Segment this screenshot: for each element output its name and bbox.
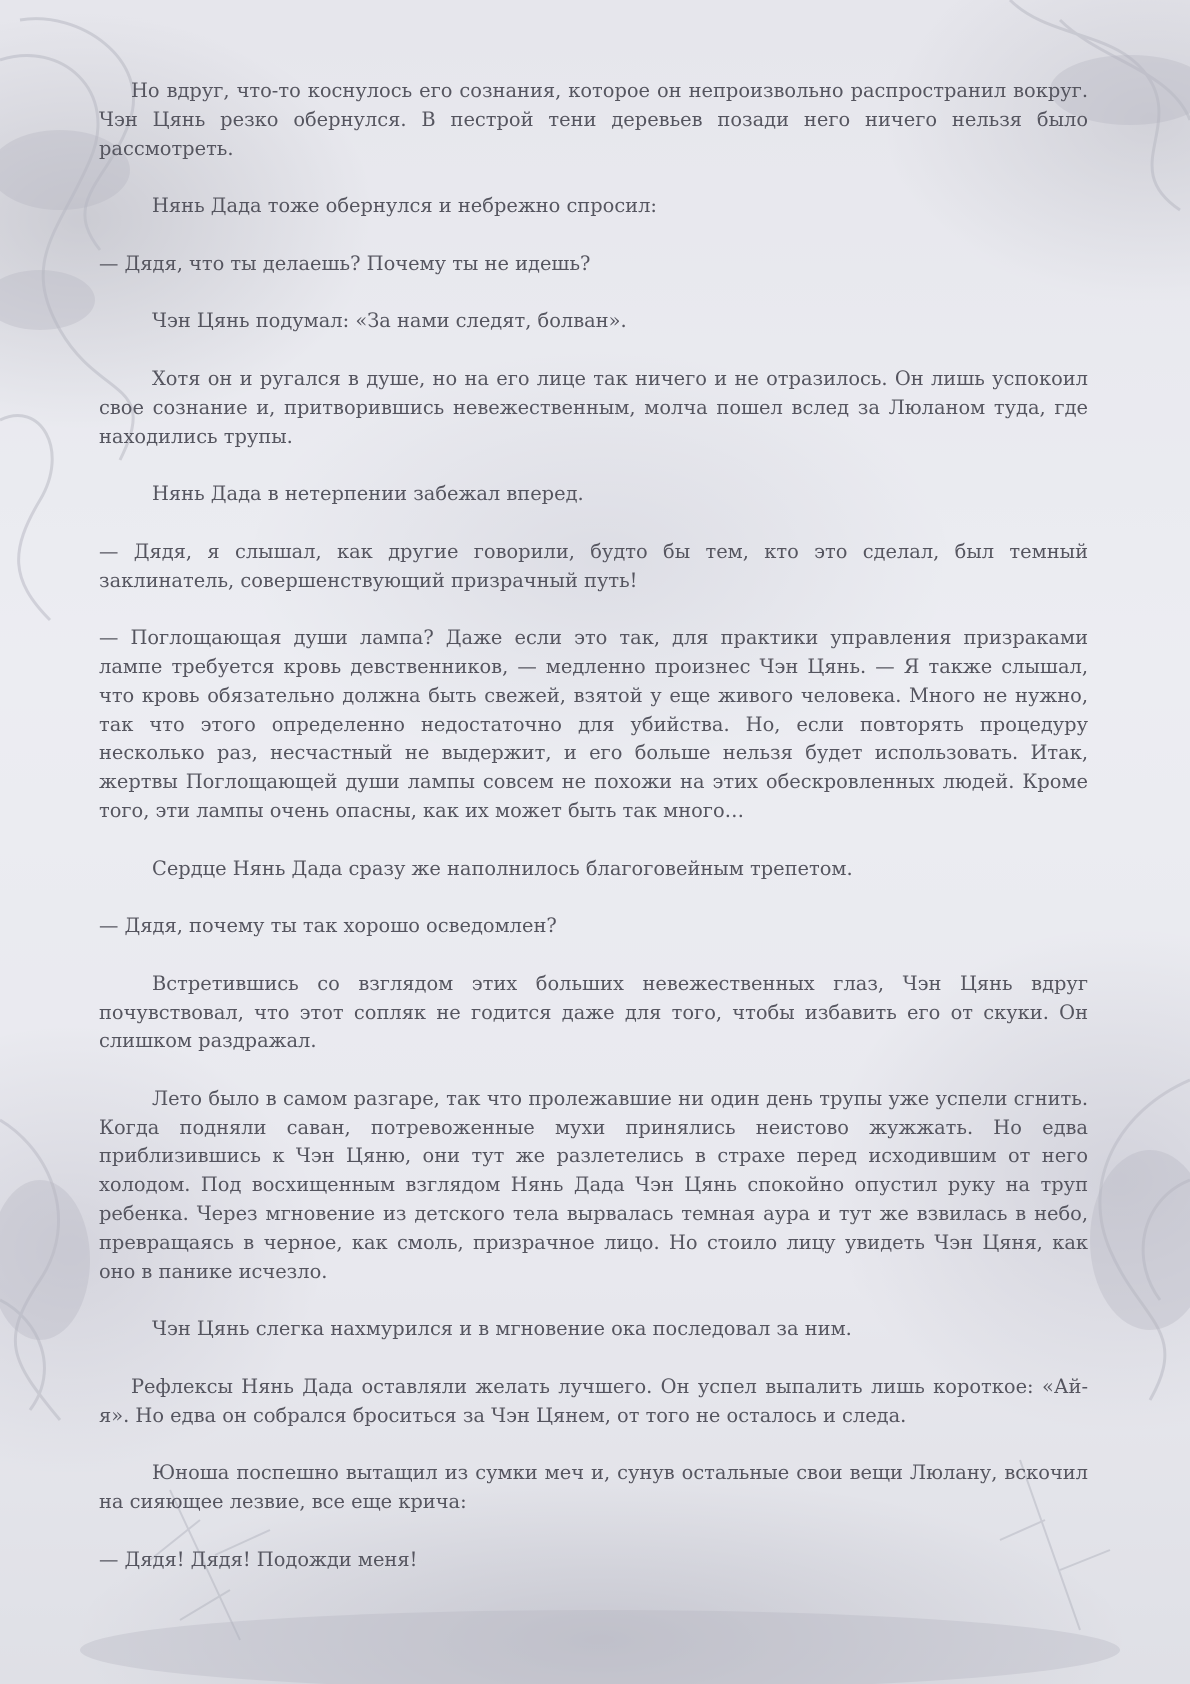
paragraph-2: Нянь Дада тоже обернулся и небрежно спросил: — [152, 194, 657, 218]
document-body — [99, 77, 1088, 1603]
paragraph-5: Хотя он и ругался в душе, но на его лице так ничего и не отразилось. Он лишь успокоил свое сознание и, притворившись невежественным, молча пошел вслед за Люланом туда, где находились трупы. — [99, 366, 1088, 448]
paragraph-16: — Дядя! Дядя! Подожди меня! — [99, 1547, 418, 1571]
paragraph-10: — Дядя, почему ты так хорошо осведомлен? — [99, 914, 557, 938]
paragraph-15: Юноша поспешно вытащил из сумки меч и, сунув остальные свои вещи Люлану, вскочил на сияющее лезвие, все еще крича: — [99, 1461, 1088, 1514]
paragraph-12: Лето было в самом разгаре, так что пролежавшие ни один день трупы уже успели сгнить. Когда подняли саван, потревоженные мухи принялись неистово жужжать. Но едва приблизившись к Чэн Цяню, они тут же разлетелись в страхе перед исходившим от него холодом. Под восхищенным взглядом Нянь Дада Чэн Цянь спокойно опустил руку на труп ребенка. Через мгновение из детского тела вырвалась темная аура и тут же взвилась в небо, превращаясь в черное, как смоль, призрачное лицо. Но стоило лицу увидеть Чэн Цяня, как оно в панике исчезло. — [99, 1086, 1088, 1283]
paragraph-4: Чэн Цянь подумал: «За нами следят, болван». — [152, 309, 627, 333]
paragraph-6: Нянь Дада в нетерпении забежал вперед. — [152, 482, 584, 506]
paragraph-9: Сердце Нянь Дада сразу же наполнилось благоговейным трепетом. — [152, 856, 853, 880]
paragraph-14: Рефлексы Нянь Дада оставляли желать лучшего. Он успел выпалить лишь короткое: «Ай-я». Но едва он собрался броситься за Чэн Цянем, от того не осталось и следа. — [99, 1374, 1088, 1427]
paragraph-11: Встретившись со взглядом этих больших невежественных глаз, Чэн Цянь вдруг почувствовал, что этот сопляк не годится даже для того, чтобы избавить его от скуки. Он слишком раздражал. — [99, 971, 1088, 1053]
paragraph-7: — Дядя, я слышал, как другие говорили, будто бы тем, кто это сделал, был темный заклинатель, совершенствующий призрачный путь! — [99, 539, 1088, 592]
paragraph-8: — Поглощающая души лампа? Даже если это так, для практики управления призраками лампе требуется кровь девственников, — медленно произнес Чэн Цянь. — Я также слышал, что кровь обязательно должна быть свежей, взятой у еще живого человека. Много не нужно, так что этого определенно недостаточно для убийства. Но, если повторять процедуру несколько раз, несчастный не выдержит, и его больше нельзя будет использовать. Итак, жертвы Поглощающей души лампы совсем не похожи на этих обескровленных людей. Кроме того, эти лампы очень опасны, как их может быть так много… — [99, 626, 1088, 822]
paragraph-13: Чэн Цянь слегка нахмурился и в мгновение ока последовал за ним. — [152, 1317, 852, 1341]
paragraph-1: Но вдруг, что-то коснулось его сознания, которое он непроизвольно распространил вокруг. Чэн Цянь резко обернулся. В пестрой тени деревьев позади него ничего нельзя было рассмотреть. — [99, 79, 1088, 160]
paragraph-3: — Дядя, что ты делаешь? Почему ты не идешь? — [99, 251, 591, 275]
